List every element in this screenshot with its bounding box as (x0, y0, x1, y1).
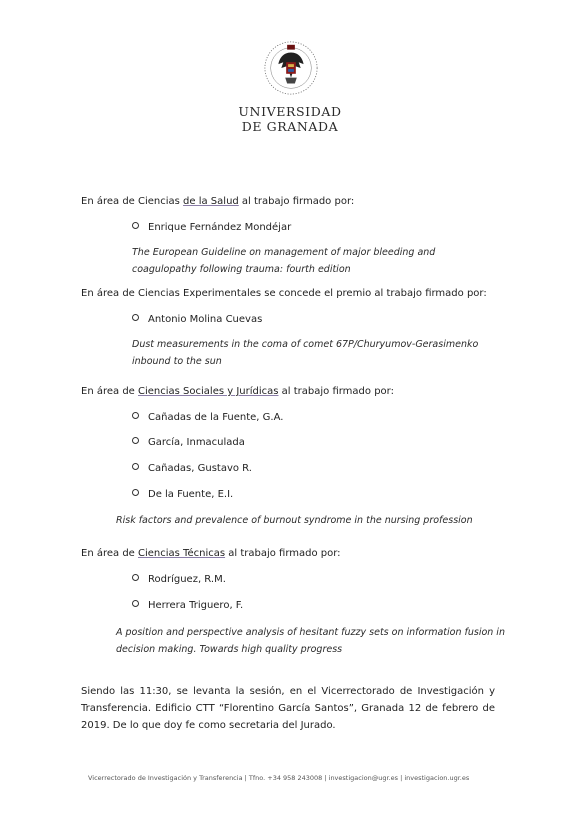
bullet-icon (132, 463, 139, 470)
bullet-icon (132, 437, 139, 444)
section-tecnicas-intro: En área de Ciencias Técnicas al trabajo firmado por: (81, 548, 341, 559)
university-name-line-1: UNIVERSIDAD (238, 104, 342, 119)
work-title: Dust measurements in the coma of comet 67P/Churyumov-Gerasimenko inbound to the sun (132, 339, 479, 367)
university-name-line-2: DE GRANADA (241, 119, 339, 134)
closing-paragraph: Siendo las 11:30, se levanta la sesión, en el Vicerrectorado de Investigación y Transferencia. Edificio CTT “Florentino García Santos”, Granada 12 de febrero de 2019. De lo que doy fe como secretaria del Jurado. (81, 686, 495, 731)
author-item: Rodríguez, R.M. (132, 574, 226, 585)
bullet-icon (132, 489, 139, 496)
section-sociales-intro: En área de Ciencias Sociales y Jurídicas al trabajo firmado por: (81, 386, 394, 397)
section-experimentales-intro: En área de Ciencias Experimentales se concede el premio al trabajo firmado por: (81, 288, 487, 299)
page-footer: Vicerrectorado de Investigación y Transferencia | Tfno. +34 958 243008 | investigacion@ugr.es | investigacion.ugr.es (88, 774, 470, 782)
author-item: De la Fuente, E.I. (132, 489, 233, 500)
bullet-icon (132, 412, 139, 419)
author-item: Herrera Triguero, F. (132, 600, 243, 611)
bullet-icon (132, 574, 139, 581)
author-item: Antonio Molina Cuevas (132, 314, 262, 325)
author-item: Cañadas, Gustavo R. (132, 463, 252, 474)
sociales-area-link: Ciencias Sociales y Jurídicas (138, 386, 279, 397)
author-item: García, Inmaculada (132, 437, 245, 448)
bullet-icon (132, 222, 139, 229)
work-title: The European Guideline on management of major bleeding and coagulopathy following trauma: fourth edition (132, 247, 436, 275)
work-title: Risk factors and prevalence of burnout syndrome in the nursing profession (116, 515, 473, 526)
work-title: A position and perspective analysis of hesitant fuzzy sets on information fusion in decision making. Towards high quality progress (116, 627, 505, 655)
bullet-icon (132, 314, 139, 321)
author-item: Cañadas de la Fuente, G.A. (132, 412, 283, 423)
section-salud-intro: En área de Ciencias de la Salud al trabajo firmado por: (81, 196, 355, 207)
bullet-icon (132, 600, 139, 607)
university-seal-logo (262, 38, 320, 98)
tecnicas-area-link: Ciencias Técnicas (138, 548, 226, 559)
salud-area-link: de la Salud (183, 196, 239, 207)
author-item: Enrique Fernández Mondéjar (132, 222, 291, 233)
